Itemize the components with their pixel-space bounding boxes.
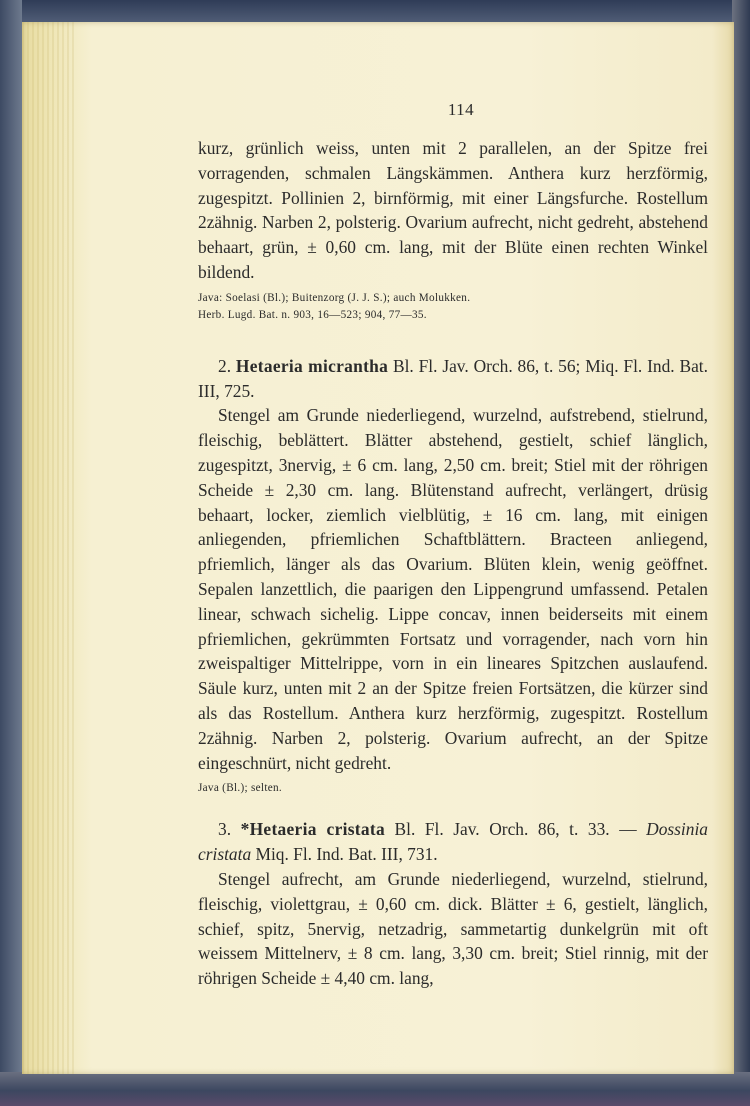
species-2-citation: Bl. Fl. Jav. Orch. 86, t. 56; Miq. Fl. Ind. Bat. III, 725. xyxy=(198,355,708,401)
species-3-description: Stengel aufrecht, am Grunde niederliegend, wurzelnd, stielrund, fleischig, violettgrau, ± 0,60 cm. dick. Blätter ± 6, gestielt, länglich, schief, spitz, 5nervig, netzadrig, sammetartig dunkelgrün mit oft weissem Mittelnerv, ± 8 cm. lang, 3,30 cm. breit; Stiel rinnig, mit der röhrigen Scheide ± 4,40 cm. lang, xyxy=(198,868,708,989)
book-binding-bottom xyxy=(0,1072,750,1106)
book-binding-right xyxy=(732,0,750,1106)
page-text-block xyxy=(198,100,708,991)
species-3-synonym-citation: Miq. Fl. Ind. Bat. III, 731. xyxy=(251,844,438,865)
species-3-name: *Hetaeria cristata xyxy=(240,819,385,840)
species-2-number: 2. xyxy=(218,355,232,376)
herbarium-note: Herb. Lugd. Bat. n. 903, 16—523; 904, 77—35. xyxy=(198,308,427,321)
page-number: 114 xyxy=(447,100,475,119)
book-binding-left xyxy=(0,0,22,1106)
species-3-citation: Bl. Fl. Jav. Orch. 86, t. 33. — xyxy=(384,819,647,840)
species-3-heading xyxy=(198,817,708,867)
species-2-name: Hetaeria micrantha xyxy=(235,355,389,376)
species-2-description: Stengel am Grunde niederliegend, wurzelnd, aufstrebend, stielrund, fleischig, beblättert. Blätter abstehend, gestielt, schief länglich, zugespitzt, 3nervig, ± 6 cm. lang, 2,50 cm. breit; Stiel mit der röhrigen Scheide ± 2,30 cm. lang. Blütenstand aufrecht, verlängert, drüsig behaart, locker, ziemlich vielblütig, ± 16 cm. lang, mit einigen anliegenden, pfriemlichen Schaftblättern. Bracteen anliegend, pfriemlich, länger als das Ovarium. Blüten klein, wenig geöffnet. Sepalen lanzettlich, die paarigen den Lippengrund umfassend. Petalen linear, schwach sichelig. Lippe concav, innen beiderseits mit einem pfriemlichen, gekrümmten Fortsatz und vorragender, nach vorn hin zweispaltiger Mittelrippe, vorn in ein lineares Spitzchen auslaufend. Säule kurz, unten mit 2 an der Spitze freien Fortsätzen, die kürzer sind als das Rostellum. Anthera kurz herzförmig, zugespitzt. Rostellum 2zähnig. Narben 2, polsterig. Ovarium aufrecht, an der Spitze eingeschnürt, nicht gedreht. xyxy=(198,405,708,773)
continuation-paragraph: kurz, grünlich weiss, unten mit 2 parallelen, an der Spitze frei vorragenden, schmalen Längskämmen. Anthera kurz herzförmig, zugespitzt. Pollinien 2, birnförmig, mit einer Längsfurche. Rostellum 2zähnig. Narben 2, polsterig. Ovarium aufrecht, nicht gedreht, abstehend behaart, grün, ± 0,60 cm. lang, mit der Blüte einen rechten Winkel bildend. xyxy=(198,138,708,282)
species-2-heading xyxy=(198,354,708,404)
species-3-number: 3. xyxy=(218,819,232,840)
species-2-locality: Java (Bl.); selten. xyxy=(198,782,282,795)
locality-note: Java: Soelasi (Bl.); Buitenzorg (J. J. S.); auch Molukken. xyxy=(198,291,471,304)
species-3-synonym: Dossinia cristata xyxy=(198,819,708,865)
page-edge-texture xyxy=(22,22,74,1074)
